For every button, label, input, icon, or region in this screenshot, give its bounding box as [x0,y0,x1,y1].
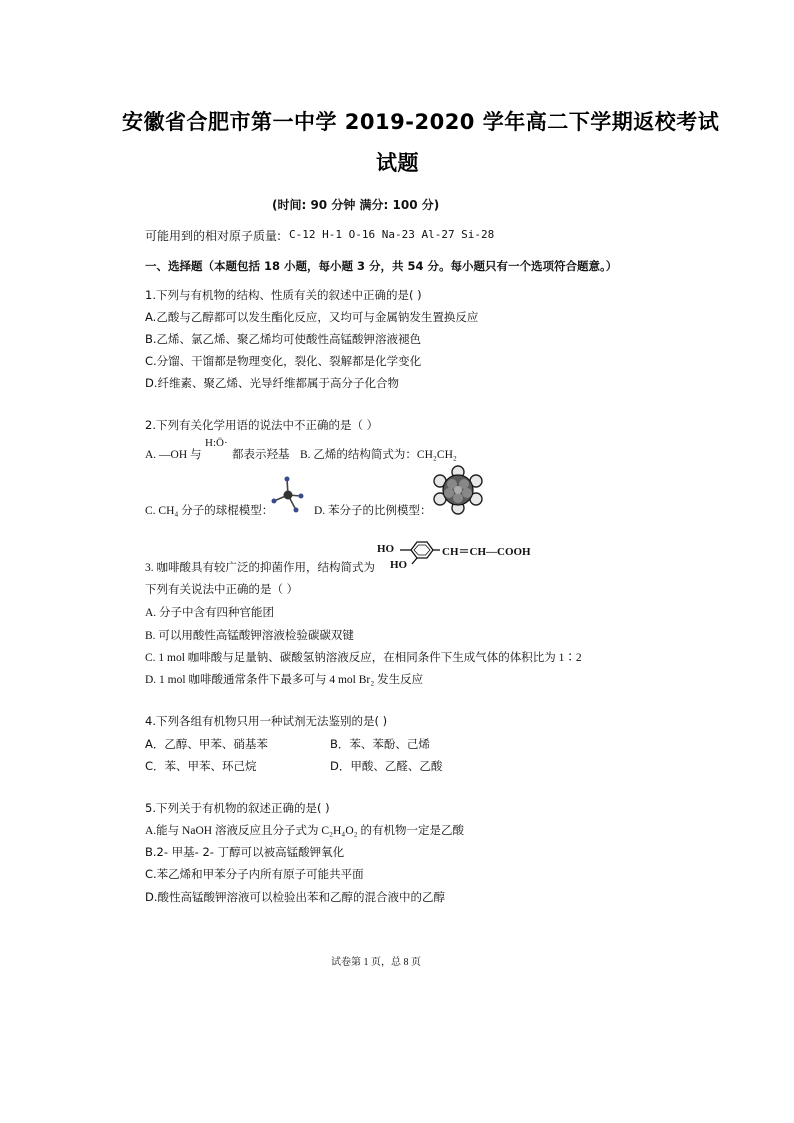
q4-option-c: C．苯、甲苯、环己烷 [145,759,257,773]
q3-struct-ho-bottom: HO [390,559,408,571]
q2-stem: 2.下列有关化学用语的说法中不正确的是（ ） [145,418,379,432]
q2-option-a-suffix: 都表示羟基 [232,447,290,461]
q4-stem: 4.下列各组有机物只用一种试剂无法鉴别的是( ) [145,714,388,728]
time-info: (时间: 90 分钟 满分: 100 分) [272,198,440,212]
q3-struct-side-chain: CH＝CH—COOH [442,546,531,558]
methane-ball-stick-model [270,476,306,514]
q2-option-b: B. 乙烯的结构简式为：CH₂CH₂ [300,449,457,461]
benzene-space-filling-model [433,466,483,514]
q2-option-c: C. CH₄ 分子的球棍模型： [145,505,274,517]
q3-stem-line2: 下列有关说法中正确的是（ ） [145,582,299,596]
page-title-line2: 试题 [376,151,419,175]
q5-stem: 5.下列关于有机物的叙述正确的是( ) [145,801,330,815]
q5-option-d: D.酸性高锰酸钾溶液可以检验出苯和乙醇的混合液中的乙醇 [145,890,446,904]
q2-option-a-prefix: A. —OH 与 [145,449,202,461]
page-title-line1: 安徽省合肥市第一中学 2019-2020 学年高二下学期返校考试 [122,110,720,134]
q3-option-d: D. 1 mol 咖啡酸通常条件下最多可与 4 mol Br₂ 发生反应 [145,674,424,686]
page-footer: 试卷第 1 页，总 8 页 [331,957,421,968]
q1-option-b: B.乙烯、氯乙烯、聚乙烯均可使酸性高锰酸钾溶液褪色 [145,332,422,346]
q3-option-a: A. 分子中含有四种官能团 [145,607,275,619]
q4-option-b: B．苯、苯酚、己烯 [330,737,430,751]
q3-option-b: B. 可以用酸性高锰酸钾溶液检验碳碳双键 [145,630,354,642]
q3-stem: 3. 咖啡酸具有较广泛的抑菌作用，结构简式为 [145,562,375,574]
q1-stem: 1.下列与有机物的结构、性质有关的叙述中正确的是( ) [145,288,422,302]
q3-struct-ho-top: HO [377,543,395,555]
q1-option-d: D.纤维素、聚乙烯、光导纤维都属于高分子化合物 [145,376,400,390]
atomic-mass-label: 可能用到的相对原子质量: [145,229,282,243]
q5-option-a: A.能与 NaOH 溶液反应且分子式为 C₂H₄O₂ 的有机物一定是乙酸 [145,825,465,837]
q2-option-d: D. 苯分子的比例模型： [314,505,432,517]
q2-hydroxyl-formula: H:Ö· [205,437,228,449]
q4-option-a: A．乙醇、甲苯、硝基苯 [145,737,268,751]
section-heading: 一、选择题（本题包括 18 小题，每小题 3 分，共 54 分。每小题只有一个选项符合题意。） [145,259,618,273]
q3-option-c: C. 1 mol 咖啡酸与足量钠、碳酸氢钠溶液反应，在相同条件下生成气体的体积比为 1∶2 [145,652,582,664]
q5-option-b: B.2- 甲基- 2- 丁醇可以被高锰酸钾氧化 [145,845,345,859]
q5-option-c: C.苯乙烯和甲苯分子内所有原子可能共平面 [145,867,364,881]
q1-option-a: A.乙酸与乙醇都可以发生酯化反应，又均可与金属钠发生置换反应 [145,310,479,324]
q4-option-d: D．甲酸、乙醛、乙酸 [330,759,443,773]
q1-option-c: C.分馏、干馏都是物理变化，裂化、裂解都是化学变化 [145,354,422,368]
atomic-mass-values: C-12 H-1 O-16 Na-23 Al-27 Si-28 [289,228,495,241]
